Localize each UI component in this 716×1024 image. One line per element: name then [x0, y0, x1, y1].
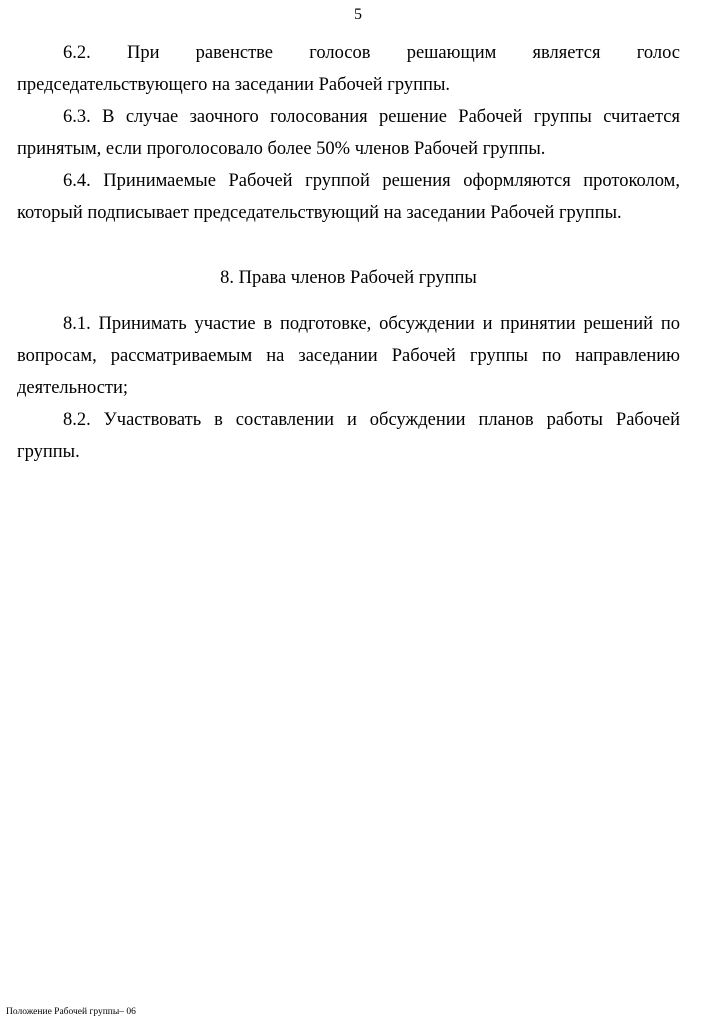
- spacer: [17, 294, 680, 308]
- paragraph-8-2: 8.2. Участвовать в составлении и обсуждении планов работы Рабочей группы.: [17, 410, 680, 462]
- document-body: [17, 37, 680, 468]
- paragraph-6-3: 6.3. В случае заочного голосования решение Рабочей группы считается принятым, если проголосовало более 50% членов Рабочей группы.: [17, 107, 680, 159]
- footer-document-title: Положение Рабочей группы– 06: [6, 1007, 136, 1017]
- paragraph-6-2: 6.2. При равенстве голосов решающим является голос председательствующего на заседании Рабочей группы.: [17, 43, 680, 95]
- paragraph-6-4: 6.4. Принимаемые Рабочей группой решения оформляются протоколом, который подписывает председательствующий на заседании Рабочей группы.: [17, 171, 680, 223]
- page-number: 5: [354, 6, 362, 23]
- spacer: [17, 229, 680, 262]
- section-8-heading: 8. Права членов Рабочей группы: [220, 268, 477, 288]
- paragraph-8-1: 8.1. Принимать участие в подготовке, обсуждении и принятии решений по вопросам, рассматриваемым на заседании Рабочей группы по направлению деятельности;: [17, 314, 680, 398]
